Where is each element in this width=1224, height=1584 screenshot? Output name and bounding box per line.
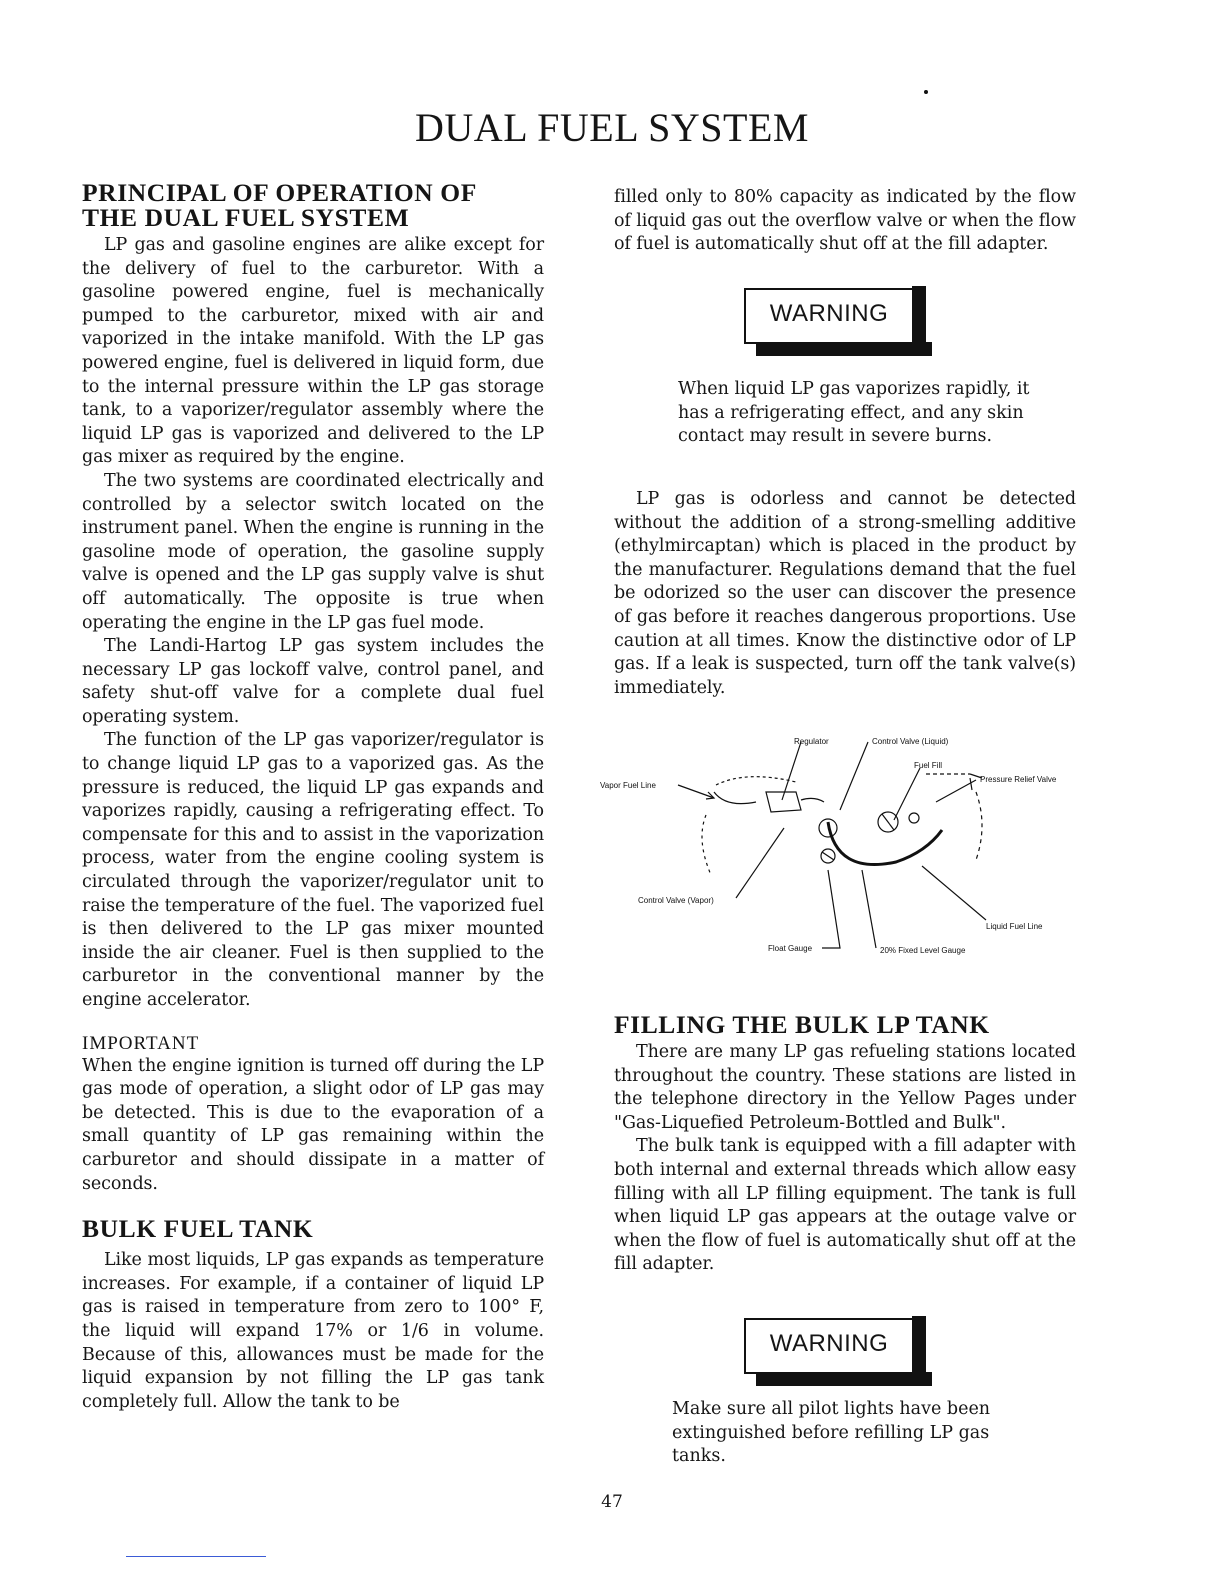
bulk-continued: filled only to 80% capacity as indicated by the flow of liquid gas out the overflow valve or when the flow of fuel is automatically shut off at the fill adapter. [614, 187, 1076, 255]
label-control-valve-vapor: Control Valve (Vapor) [638, 896, 714, 905]
warning-text-1: When liquid LP gas vaporizes rapidly, it has a refrigerating effect, and any skin contact may result in severe burns. [678, 379, 1030, 447]
warning-text-2: Make sure all pilot lights have been extinguished before refilling LP gas tanks. [672, 1399, 991, 1467]
footer-rule [126, 1556, 266, 1557]
principal-heading-line-2: THE DUAL FUEL SYSTEM [82, 203, 410, 232]
filling-paragraph-1: There are many LP gas refueling stations located throughout the country. These stations are listed in the telephone directory in the Yellow Pages under "Gas-Liquefied Petroleum-Bottled and Bulk". [614, 1042, 1076, 1133]
odor-section [614, 488, 1076, 700]
lp-tank-diagram [596, 730, 1076, 960]
label-liquid-fuel-line: Liquid Fuel Line [986, 922, 1043, 931]
important-text: When the engine ignition is turned off during the LP gas mode of operation, a slight odor of LP gas may be detected. This is due to the evaporation of a small quantity of LP gas remaining within the carburetor and should dissipate in a matter of seconds. [82, 1055, 544, 1194]
filling-paragraph-2: The bulk tank is equipped with a fill adapter with both internal and external threads which allow easy filling with all LP filling equipment. The tank is full when liquid LP gas appears at the outage valve or when the flow of fuel is automatically shut off at the fill adapter. [614, 1136, 1076, 1275]
filling-section [614, 1012, 1076, 1277]
odor-paragraph: LP gas is odorless and cannot be detected without the addition of a strong-smelling additive (ethylmircaptan) which is placed in the product by the manufacturer. Regulations demand that the fuel be odorized so the user can discover the presence of gas before it reaches dangerous proportions. Use caution at all times. Know the distinctive odor of LP gas. If a leak is suspected, turn off the tank valve(s) immediately. [614, 489, 1076, 698]
principal-paragraph-3: The Landi-Hartog LP gas system includes the necessary LP gas lockoff valve, control panel, and safety shut-off valve for a complete dual fuel operating system. [82, 636, 544, 727]
label-regulator: Regulator [794, 737, 829, 746]
stray-dot [924, 90, 928, 94]
label-pressure-relief: Pressure Relief Valve [980, 775, 1057, 784]
important-heading: IMPORTANT [82, 1032, 200, 1054]
label-control-valve-liquid: Control Valve (Liquid) [872, 737, 949, 746]
label-fixed-level-gauge: 20% Fixed Level Gauge [880, 946, 966, 955]
principal-paragraph-4: The function of the LP gas vaporizer/regulator is to change liquid LP gas to a vaporized gas. As the pressure is reduced, the liquid LP gas expands and vaporizes rapidly, causing a refrigerating effect. To compensate for this and to assist in the vaporization process, water from the engine cooling system is circulated through the vaporizer/regulator unit to raise the temperature of the fuel. The vaporized fuel is then delivered to the LP gas mixer mounted inside the air cleaner. Fuel is then supplied to the carburetor in the conventional manner by the engine accelerator. [82, 730, 544, 1010]
warning-label-2: WARNING [769, 1330, 889, 1357]
filling-heading: FILLING THE BULK LP TANK [614, 1010, 990, 1039]
label-vapor-fuel-line: Vapor Fuel Line [600, 781, 656, 790]
warning-box-2 [744, 1318, 914, 1374]
left-column [82, 180, 544, 1414]
warning-box-1 [744, 288, 914, 344]
principal-paragraph-1: LP gas and gasoline engines are alike except for the delivery of fuel to the carburetor. With a gasoline powered engine, fuel is mechanically pumped to the carburetor, mixed with air and vaporized in the intake manifold. With the LP gas powered engine, fuel is delivered in liquid form, due to the internal pressure within the LP gas storage tank, to a vaporizer/regulator assembly where the liquid LP gas is vaporized and delivered to the LP gas mixer as required by the engine. [82, 235, 544, 468]
warning-label-1: WARNING [769, 300, 889, 327]
warning-shadow-bottom [756, 342, 932, 356]
principal-heading [82, 180, 544, 230]
principal-paragraph-2: The two systems are coordinated electrically and controlled by a selector switch located on the instrument panel. When the engine is running in the gasoline mode of operation, the gasoline supply valve is opened and the LP gas supply valve is shut off automatically. The opposite is true when operating the engine in the LP gas fuel mode. [82, 470, 544, 633]
warning-shadow-bottom-2 [756, 1372, 932, 1386]
label-fuel-fill: Fuel Fill [914, 761, 943, 770]
right-column-top [614, 186, 1076, 257]
bulk-paragraph: Like most liquids, LP gas expands as temperature increases. For example, if a container of liquid LP gas is raised in temperature from zero to 100° F, the liquid will expand 17% or 1/6 in volume. Because of this, allowances must be made for the liquid expansion by not filling the LP gas tank completely full. Allow the tank to be [82, 1250, 544, 1412]
page-number: 47 [601, 1492, 623, 1512]
page-title: DUAL FUEL SYSTEM [415, 105, 809, 150]
principal-heading-line-1: PRINCIPAL OF OPERATION OF [82, 178, 477, 207]
label-float-gauge: Float Gauge [768, 944, 813, 953]
bulk-heading: BULK FUEL TANK [82, 1214, 314, 1244]
